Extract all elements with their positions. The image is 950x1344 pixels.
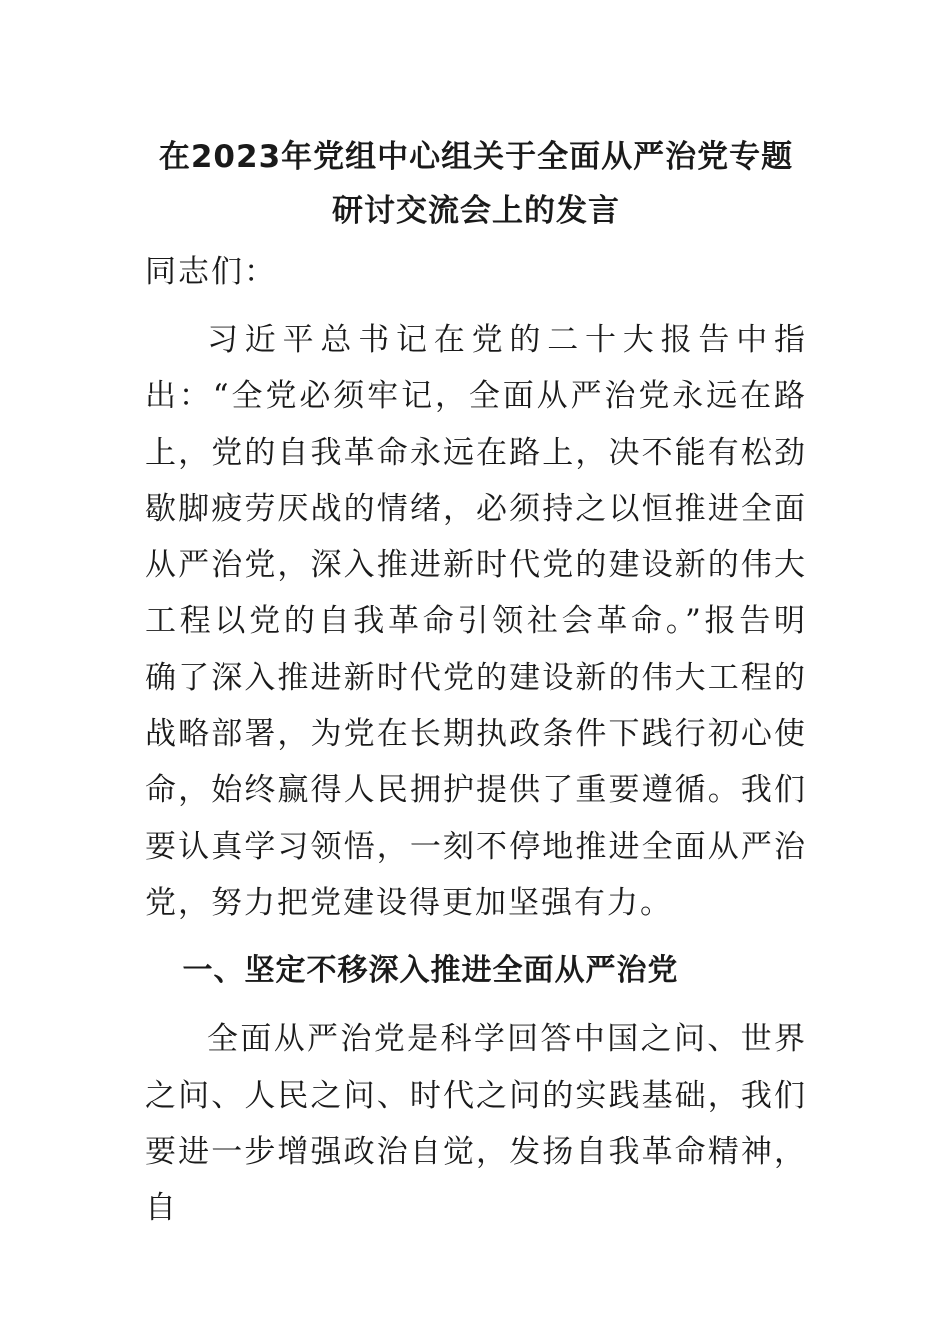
section-heading-1: 一、坚定不移深入推进全面从严治党 [182,953,679,989]
section-paragraph-1: 全面从严治党是科学回答中国之问、世界之问、人民之问、时代之问的实践基础，我们要进一步增强政治自觉，发扬自我革命精神，自 [145,1021,807,1227]
salutation: 同志们： [145,254,277,290]
body-paragraph-1: 习近平总书记在党的二十大报告中指出：“全党必须牢记，全面从严治党永远在路上，党的自我革命永远在路上，决不能有松劲歇脚疲劳厌战的情绪，必须持之以恒推进全面从严治党，深入推进新时代党的建设新的伟大工程以党的自我革命引领社会革命。”报告明确了深入推进新时代党的建设新的伟大工程的战略部署，为党在长期执政条件下践行初心使命，始终赢得人民拥护提供了重要遵循。我们要认真学习领悟，一刻不停地推进全面从严治党，努力把党建设得更加坚强有力。 [145,322,807,921]
document-title: 在2023年党组中心组关于全面从严治党专题研讨交流会上的发言 [158,139,794,229]
document-body [145,130,807,1236]
